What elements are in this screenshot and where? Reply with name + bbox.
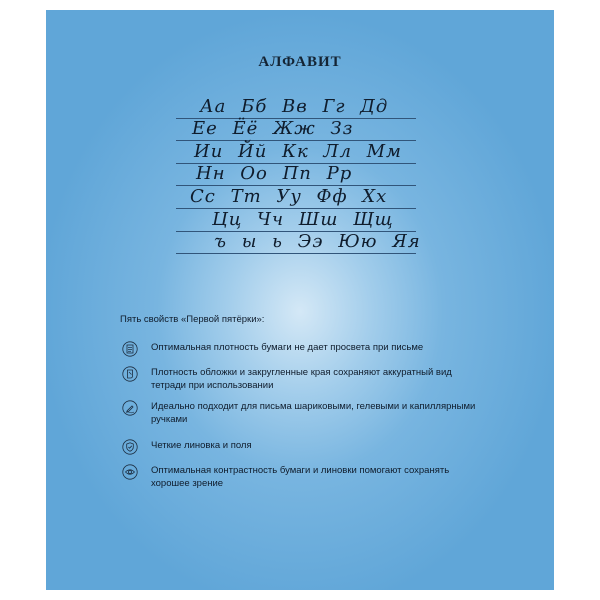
alphabet-letters: Аа Бб Вв Гг Дд <box>200 95 389 117</box>
alphabet-letters: Сс Тт Уу Фф Хх <box>190 185 388 207</box>
notebook-cover <box>46 10 554 590</box>
alphabet-line <box>176 141 416 164</box>
page-title: АЛФАВИТ <box>258 54 342 70</box>
feature-item <box>122 367 522 392</box>
eye-icon <box>122 464 138 480</box>
feature-text: Идеально подходит для письма шариковыми, гелевыми и капиллярными ручками <box>151 401 476 425</box>
alphabet-letters: Ии Йй Кк Лл Мм <box>194 140 402 162</box>
feature-item <box>122 342 522 357</box>
cover-corner-icon <box>122 366 138 382</box>
feature-item <box>122 465 522 490</box>
feature-text: Оптимальная плотность бумаги не дает просвета при письме <box>151 342 424 353</box>
alphabet-line <box>176 231 421 255</box>
shield-check-icon <box>122 439 138 455</box>
alphabet-line <box>176 96 416 119</box>
cursive-alphabet <box>176 95 421 254</box>
alphabet-line <box>176 186 416 209</box>
alphabet-line <box>176 119 416 142</box>
feature-item <box>122 440 522 455</box>
alphabet-letters: Ее Ёё Жж Зз <box>192 118 354 140</box>
alphabet-line <box>176 164 416 187</box>
paper-sheet-icon <box>122 341 138 357</box>
features-heading: Пять свойств «Первой пятёрки»: <box>120 314 265 325</box>
alphabet-letters: Нн Оо Пп Рр <box>196 163 353 185</box>
feature-item <box>122 401 522 426</box>
feature-text: Оптимальная контрастность бумаги и линовки помогают сохранять хорошее зрение <box>151 465 450 489</box>
alphabet-letters: ъ ы ь Ээ Юю Яя <box>214 231 421 253</box>
pen-icon <box>122 400 138 416</box>
feature-text: Плотность обложки и закругленные края сохраняют аккуратный вид тетради при использовании <box>151 367 452 391</box>
alphabet-line <box>176 209 416 232</box>
alphabet-letters: Цц Чч Шш Щщ <box>212 208 394 230</box>
feature-text: Четкие линовка и поля <box>151 440 252 451</box>
